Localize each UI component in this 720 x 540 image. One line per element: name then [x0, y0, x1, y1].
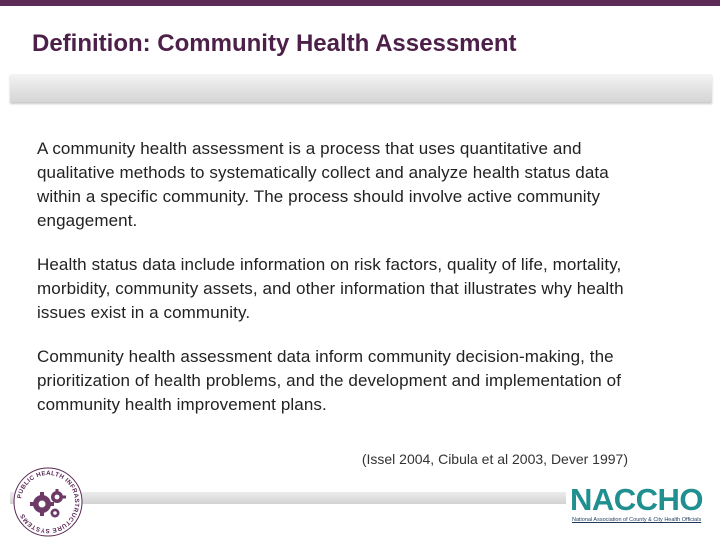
- title-divider-band: [10, 74, 712, 102]
- paragraph-health-status-data: Health status data include information on risk factors, quality of life, mortality, morbidity, community assets, and other information that illustrates why health issues exist in a community.: [37, 255, 624, 322]
- slide-title: Definition: Community Health Assessment: [32, 30, 517, 57]
- paragraph-assessment-use: Community health assessment data inform community decision-making, the prioritization of health problems, and the development and implementation of community health improvement plans.: [37, 347, 622, 414]
- naccho-wordmark: NACCHO: [570, 482, 704, 517]
- public-health-infrastructure-seal-icon: [12, 466, 84, 538]
- seal-text: PUBLIC HEALTH INFRASTRUCTURE SYSTEMS: [16, 469, 81, 535]
- citation: (Issel 2004, Cibula et al 2003, Dever 1997): [361, 451, 628, 467]
- naccho-tagline: National Association of County & City Health Officials: [572, 517, 702, 523]
- top-accent-bar: [0, 0, 720, 6]
- slide-body: [37, 137, 647, 437]
- naccho-logo: [566, 482, 712, 530]
- paragraph-definition: A community health assessment is a process that uses quantitative and qualitative methods to systematically collect and analyze health status data within a specific community. The process should involve active community engagement.: [37, 139, 609, 230]
